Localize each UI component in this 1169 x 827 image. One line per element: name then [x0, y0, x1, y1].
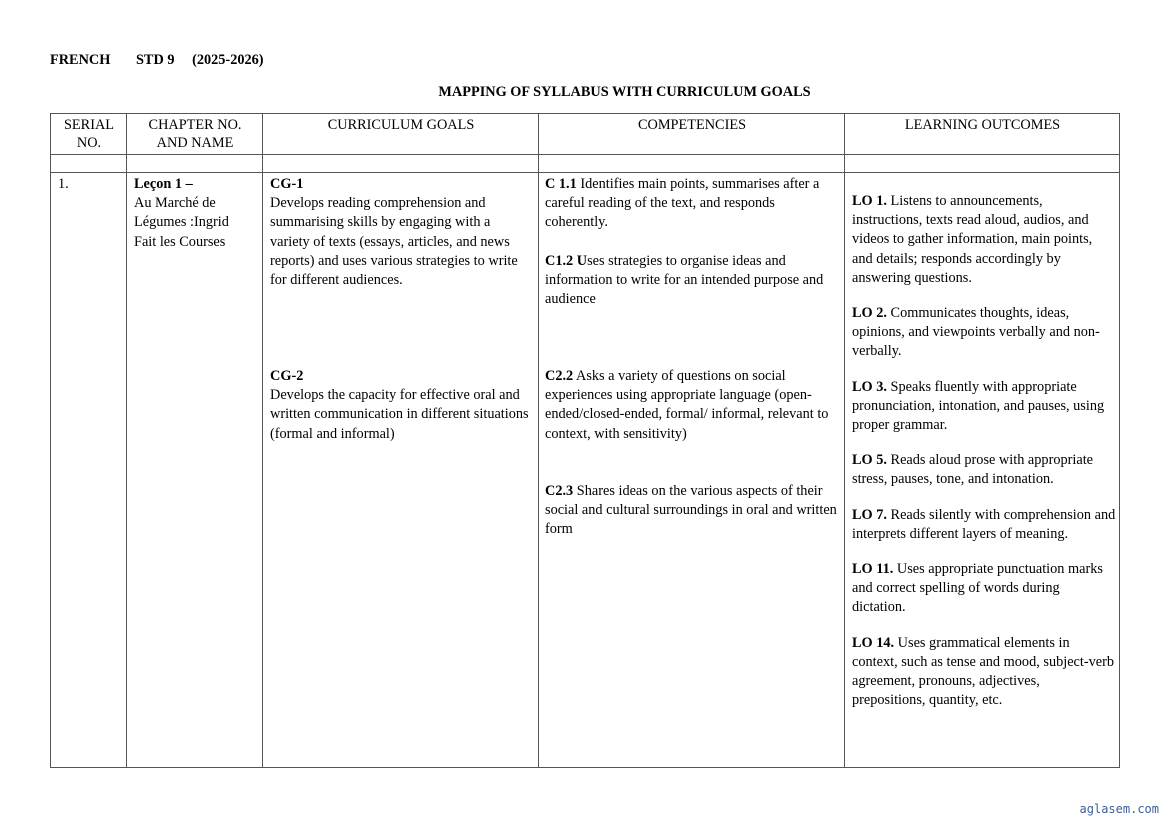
outcome-code: LO 5. — [852, 452, 887, 469]
outcome-text: Uses appropriate punctuation marks and correct spelling of words during dictation. — [852, 561, 1103, 616]
outcome-code: LO 7. — [852, 506, 887, 523]
document-header — [50, 51, 264, 70]
outcome-code: LO 3. — [852, 378, 887, 395]
chapter-number: Leçon 1 – — [134, 176, 193, 192]
goal-cg1 — [270, 175, 532, 290]
subject-label: FRENCH — [50, 52, 111, 68]
header-chapter-line1: CHAPTER NO. — [148, 117, 242, 133]
outcome-text: Reads aloud prose with appropriate stress, pauses, tone, and intonation. — [852, 452, 1094, 488]
goal-text: Develops reading comprehension and summarising skills by engaging with a variety of texts (essays, articles, and news reports) and uses various strategies to write for different audiences. — [270, 195, 518, 289]
header-goals: CURRICULUM GOALS — [327, 117, 475, 133]
competency-c1-2 — [545, 252, 839, 310]
outcome-item — [852, 192, 1116, 288]
outcome-item — [852, 560, 1116, 618]
goal-cg2 — [270, 367, 532, 444]
outcome-text: Speaks fluently with appropriate pronunciation, intonation, and pauses, using proper grammar. — [852, 378, 1105, 434]
outcome-item — [852, 634, 1116, 711]
header-serial — [51, 116, 127, 152]
competency-text: Shares ideas on the various aspects of their social and cultural surroundings in oral and written form — [545, 483, 837, 538]
header-serial-line1: SERIAL — [63, 117, 115, 133]
column-divider — [844, 114, 845, 767]
goal-code: CG-2 — [270, 368, 304, 384]
goal-text: Develops the capacity for effective oral and written communication in different situations (formal and informal) — [270, 387, 529, 442]
outcome-text: Communicates thoughts, ideas, opinions, and viewpoints verbally and non-verbally. — [852, 305, 1100, 360]
column-divider — [262, 114, 263, 767]
outcome-text: Listens to announcements, instructions, texts read aloud, audios, and videos to gather information, main points, and details; responds accordingly by answering questions. — [852, 193, 1093, 286]
competency-code: C 1.1 — [545, 176, 577, 192]
header-chapter-line2: AND NAME — [156, 135, 234, 151]
outcome-text: Uses grammatical elements in context, such as tense and mood, subject-verb agreement, pronouns, adjectives, prepositions, quantity, etc. — [852, 634, 1115, 709]
outcome-code: LO 1. — [852, 193, 887, 209]
outcome-code: LO 11. — [852, 561, 894, 578]
page-title: MAPPING OF SYLLABUS WITH CURRICULUM GOALS — [438, 84, 811, 100]
year-label: (2025-2026) — [192, 52, 264, 68]
header-chapter — [127, 116, 263, 152]
outcome-item — [852, 378, 1116, 436]
competency-text: Asks a variety of questions on social experiences using appropriate language (open-ended/closed-ended, formal/ informal, relevant to context, with sensitivity) — [545, 368, 829, 442]
goal-code: CG-1 — [270, 176, 304, 192]
competency-c1-1 — [545, 175, 839, 233]
chapter-cell — [134, 175, 258, 252]
competency-c2-2 — [545, 367, 839, 444]
outcome-code: LO 14. — [852, 634, 895, 651]
serial-cell: 1. — [58, 176, 69, 192]
outcome-text: Reads silently with comprehension and interprets different layers of meaning. — [852, 506, 1116, 542]
header-outcomes: LEARNING OUTCOMES — [904, 117, 1061, 133]
header-competencies: COMPETENCIES — [637, 117, 747, 133]
competency-c2-3 — [545, 482, 839, 540]
row-divider — [51, 172, 1119, 173]
outcomes-list — [852, 192, 1116, 726]
chapter-name-line: Au Marché de — [134, 195, 216, 212]
header-serial-line2: NO. — [76, 135, 102, 151]
competency-text: Identifies main points, summarises after a careful reading of the text, and responds coherently. — [545, 176, 820, 231]
row-divider — [51, 154, 1119, 155]
competency-code: C2.2 — [545, 368, 574, 384]
chapter-name-line: Légumes :Ingrid — [134, 214, 229, 231]
competency-code: C1.2 U — [545, 253, 588, 269]
std-label: STD 9 — [135, 52, 175, 68]
outcome-item — [852, 304, 1116, 362]
competency-text: ses strategies to organise ideas and information to write for an intended purpose and audience — [545, 253, 824, 308]
outcome-item — [852, 506, 1116, 544]
outcome-code: LO 2. — [852, 305, 887, 322]
column-divider — [126, 114, 127, 767]
column-divider — [538, 114, 539, 767]
syllabus-table — [50, 113, 1120, 768]
competency-code: C2.3 — [545, 483, 574, 499]
chapter-name-line: Fait les Courses — [134, 233, 226, 250]
watermark-link[interactable]: aglasem.com — [1079, 801, 1159, 816]
outcome-item — [852, 451, 1116, 489]
